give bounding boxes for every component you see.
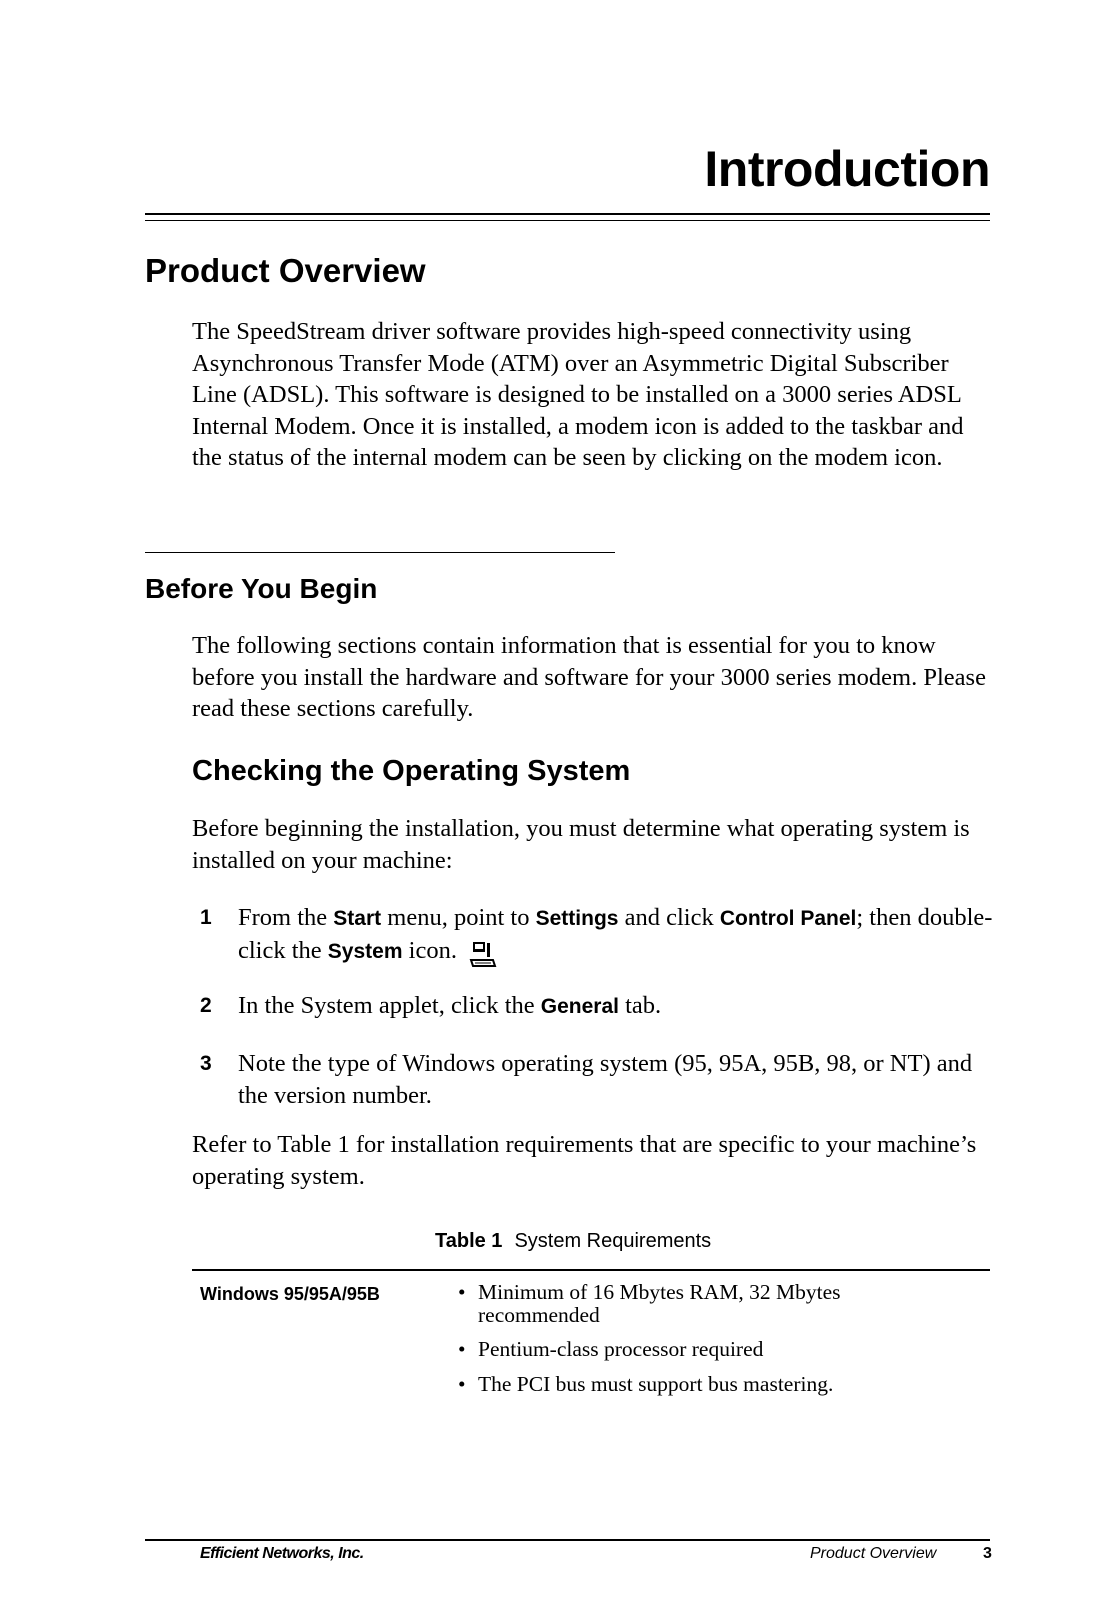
title-rule-bottom xyxy=(145,220,990,221)
chapter-title: Introduction xyxy=(704,141,990,197)
step-number: 3 xyxy=(200,1052,212,1075)
section-heading: Product Overview xyxy=(145,252,426,289)
step-1: 1 From the Start menu, point to Settings and click Control Panel; then double-click the System icon. xyxy=(200,902,1000,970)
system-computer-icon xyxy=(469,940,497,970)
table-bullet-item: • Pentium-class processor required xyxy=(458,1337,764,1361)
title-rule-top xyxy=(145,213,990,215)
step-3: 3 Note the type of Windows operating system (95, 95A, 95B, 98, or NT) and the version number. xyxy=(200,1050,973,1109)
footer-company: Efficient Networks, Inc. xyxy=(200,1545,364,1562)
footer-rule xyxy=(145,1539,990,1541)
table-bullet-item: • Minimum of 16 Mbytes RAM, 32 Mbytes recommended xyxy=(458,1280,841,1327)
before-paragraph: The following sections contain information that is essential for you to know before you install the hardware and software for your 3000 series modem. Please read these sections carefully. xyxy=(192,632,986,722)
step-number: 1 xyxy=(200,906,212,929)
table-row-label: Windows 95/95A/95B xyxy=(200,1284,380,1304)
table-caption: Table 1 System Requirements xyxy=(435,1230,712,1252)
os-intro-paragraph: Before beginning the installation, you must determine what operating system is installed on your machine: xyxy=(192,815,970,874)
overview-paragraph: The SpeedStream driver software provides high-speed connectivity using Asynchronous Transfer Mode (ATM) over an Asymmetric Digital Subscriber Line (ADSL). This software is designed to be installed on a 3000 series ADSL Internal Modem. Once it is installed, a modem icon is added to the taskbar and the status of the internal modem can be seen by clicking on the modem icon. xyxy=(192,318,964,471)
os-outro-paragraph: Refer to Table 1 for installation requirements that are specific to your machine’s operating system. xyxy=(192,1131,977,1190)
footer-section: Product Overview xyxy=(810,1545,937,1562)
step-2: 2 In the System applet, click the General tab. xyxy=(200,990,1000,1023)
section-rule xyxy=(145,552,615,553)
subsection-heading: Before You Begin xyxy=(145,573,378,604)
table-rule xyxy=(192,1269,990,1271)
step-number: 2 xyxy=(200,994,212,1017)
subsection-heading: Checking the Operating System xyxy=(192,755,631,787)
page-number: 3 xyxy=(983,1545,992,1562)
table-bullet-item: • The PCI bus must support bus mastering. xyxy=(458,1372,834,1396)
